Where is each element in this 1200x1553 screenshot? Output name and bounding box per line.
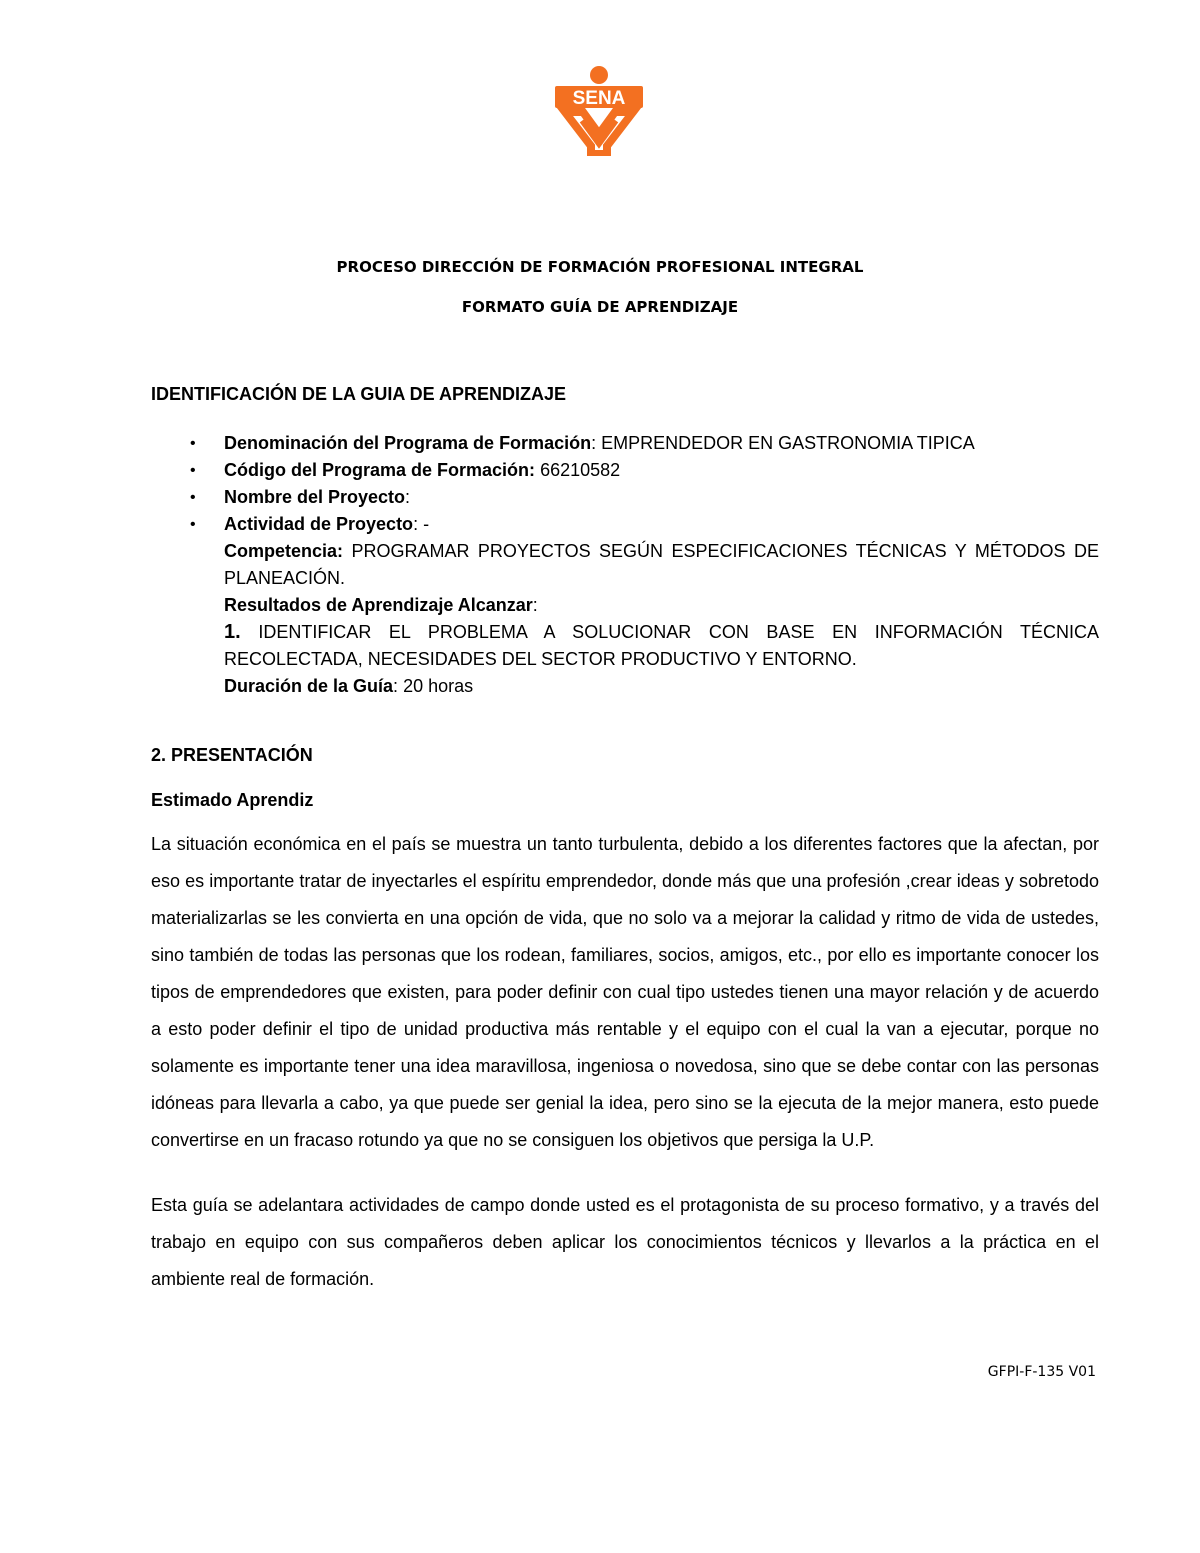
info-item-program-name	[190, 430, 1099, 457]
sena-logo	[553, 64, 645, 156]
resultados-label: Resultados de Aprendizaje Alcanzar	[224, 595, 533, 615]
project-activity-value: -	[423, 514, 430, 534]
bullet-icon: •	[190, 516, 196, 533]
salutation: Estimado Aprendiz	[151, 790, 314, 810]
info-item-program-code	[190, 457, 1099, 484]
logo-text: SENA	[572, 88, 626, 109]
resultados-row	[224, 592, 1099, 619]
competencia-label: Competencia:	[224, 541, 344, 561]
duracion-label: Duración de la Guía	[224, 676, 394, 696]
presentation-paragraph-1: La situación económica en el país se muestra un tanto turbulenta, debido a los diferentes factores que la afectan, por eso es importante tratar de inyectarles el espíritu emprendedor, donde más que una profesión ,crear ideas y sobretodo materializarlas se les convierta en una opción de vida, que no solo va a mejorar la calidad y ritmo de vida de ustedes, sino también de todas las personas que los rodean, familiares, socios, amigos, etc., por ello es importante conocer los tipos de emprendedores que existen, para poder definir con cual tipo ustedes tienen una mayor relación y de acuerdo a esto poder definir el tipo de unidad productiva más rentable y el equipo con el cual la van a ejecutar, porque no solamente es importante tener una idea maravillosa, ingeniosa o novedosa, sino que se debe contar con las personas idóneas para llevarla a cabo, ya que puede ser genial la idea, pero sino se la ejecuta de la mejor manera, esto puede convertirse en un fracaso rotundo ya que no se consiguen los objetivos que persiga la U.P.	[151, 834, 1099, 1150]
program-code-value: 66210582	[540, 460, 621, 480]
presentation-paragraph-2: Esta guía se adelantara actividades de campo donde usted es el protagonista de su proceso formativo, y a través del trabajo en equipo con sus compañeros deben aplicar los conocimientos técnicos y llevarlos a la práctica en el ambiente real de formación.	[151, 1195, 1099, 1289]
duracion-row	[224, 673, 1099, 700]
presentation-heading: 2. PRESENTACIÓN	[151, 745, 313, 765]
competencia-row	[224, 538, 1099, 592]
resultado-1-row	[224, 619, 1099, 673]
resultado-1-text: IDENTIFICAR EL PROBLEMA A SOLUCIONAR CON BASE EN INFORMACIÓN TÉCNICA RECOLECTADA, NECESIDADES DEL SECTOR PRODUCTIVO Y ENTORNO.	[224, 622, 1099, 669]
info-item-project-activity	[190, 511, 1099, 538]
program-name-sep: :	[591, 433, 602, 453]
info-item-project-name	[190, 484, 1099, 511]
program-name-label: Denominación del Programa de Formación	[224, 433, 592, 453]
duracion-value: 20 horas	[403, 676, 474, 696]
project-name-sep: :	[405, 487, 411, 507]
resultado-1-number: 1.	[224, 621, 241, 643]
identification-list	[190, 430, 1099, 700]
logo-figure-mark	[565, 112, 633, 154]
bullet-icon: •	[190, 489, 196, 506]
document-title-process: PROCESO DIRECCIÓN DE FORMACIÓN PROFESIONAL INTEGRAL	[336, 258, 864, 276]
program-code-label: Código del Programa de Formación:	[224, 460, 536, 480]
bullet-icon: •	[190, 435, 196, 452]
project-activity-sep: :	[413, 514, 424, 534]
program-name-value: EMPRENDEDOR EN GASTRONOMIA TIPICA	[601, 433, 975, 453]
footer-document-code: GFPI-F-135 V01	[987, 1364, 1096, 1380]
identification-heading: IDENTIFICACIÓN DE LA GUIA DE APRENDIZAJE	[151, 384, 567, 404]
project-name-label: Nombre del Proyecto	[224, 487, 406, 507]
bullet-icon: •	[190, 462, 196, 479]
resultados-sep: :	[532, 595, 538, 615]
duracion-sep: :	[393, 676, 404, 696]
document-title-format: FORMATO GUÍA DE APRENDIZAJE	[461, 298, 739, 316]
logo-head-circle	[590, 66, 608, 84]
project-activity-label: Actividad de Proyecto	[224, 514, 414, 534]
competencia-value: PROGRAMAR PROYECTOS SEGÚN ESPECIFICACIONES TÉCNICAS Y MÉTODOS DE PLANEACIÓN.	[224, 541, 1099, 588]
